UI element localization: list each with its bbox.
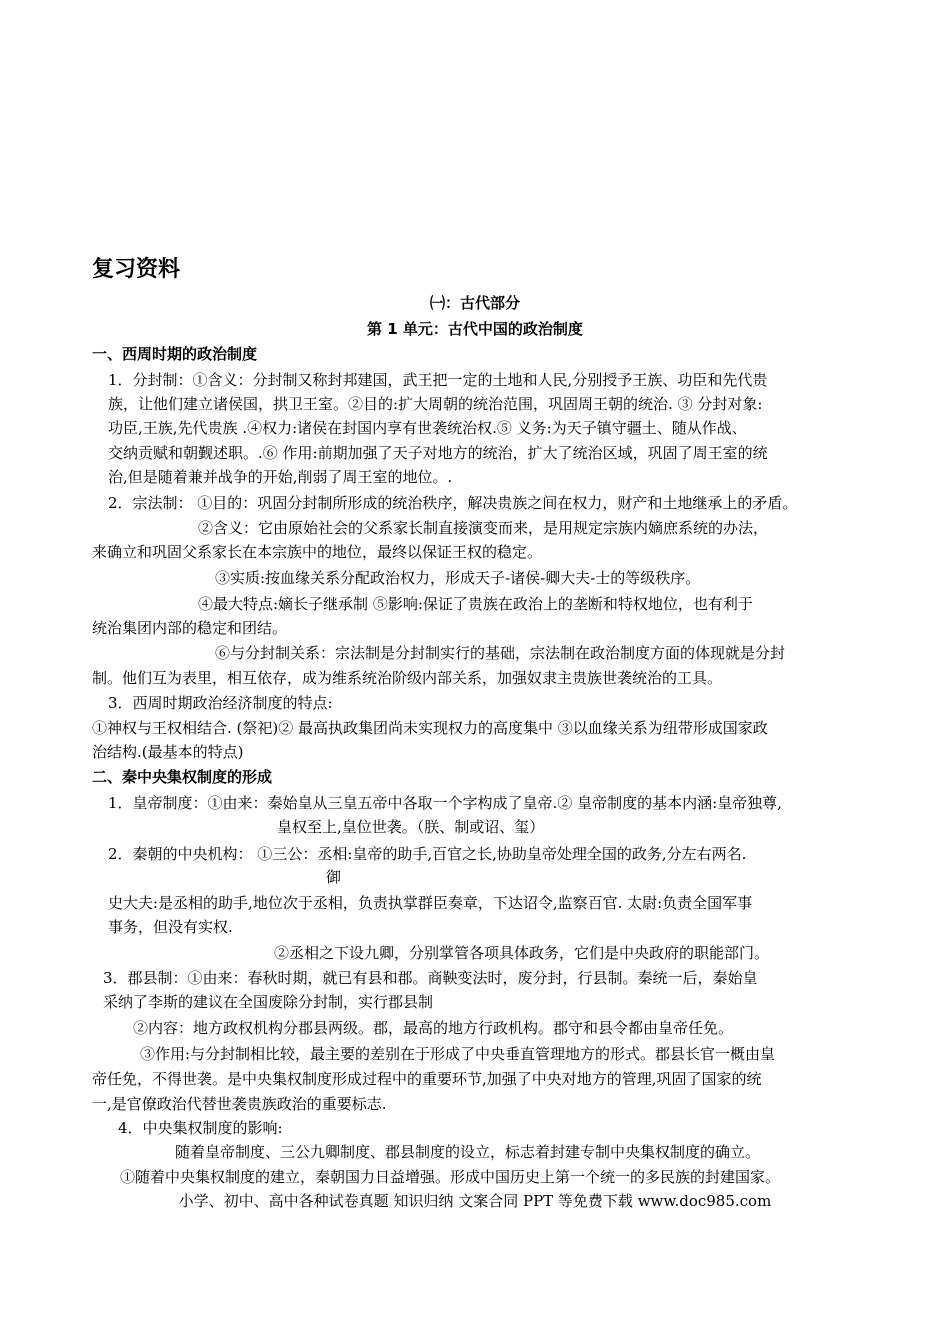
- text-line: 皇权至上,皇位世袭。（朕、制或诏、玺）: [277, 818, 545, 836]
- text-line: 帝任免，不得世袭。是中央集权制度形成过程中的重要环节,加强了中央对地方的管理,巩固了国家的统: [92, 1070, 762, 1088]
- text-line: 3．西周时期政治经济制度的特点:: [108, 694, 333, 712]
- text-line: 一,是官僚政治代替世袭贵族政治的重要标志.: [92, 1095, 387, 1113]
- text-line: 随着皇帝制度、三公九卿制度、郡县制度的设立，标志着封建专制中央集权制度的确立。: [175, 1143, 761, 1161]
- text-line: 1．分封制：①含义：分封制又称封邦建国，武王把一定的土地和人民,分别授予王族、功臣和先代贵: [108, 371, 768, 389]
- text-line: 3．郡县制：①由来：春秋时期，就已有县和郡。商鞅变法时，废分封，行县制。秦统一后，秦始皇: [103, 969, 758, 987]
- text-line: 功臣,王族,先代贵族 .④权力:诸侯在封国内享有世袭统治权.⑤ 义务:为天子镇守疆土、随从作战、: [108, 419, 747, 437]
- text-line: ①随着中央集权制度的建立，秦朝国力日益增强。形成中国历史上第一个统一的多民族的封建国家。: [120, 1168, 781, 1186]
- unit-heading: 第 1 单元：古代中国的政治制度: [367, 320, 583, 338]
- text-line: 事务，但没有实权.: [108, 918, 233, 936]
- text-line: 统治集团内部的稳定和团结。: [92, 619, 288, 637]
- text-line: ①神权与王权相结合. (祭祀)② 最高执政集团尚未实现权力的高度集中 ③以血缘关系为纽带形成国家政: [92, 719, 768, 737]
- text-line: 2．秦朝的中央机构： ①三公：丞相:皇帝的助手,百官之长,协助皇帝处理全国的政务,分左右两名.: [108, 845, 747, 863]
- text-line: 来确立和巩固父系家长在本宗族中的地位，最终以保证王权的稳定。: [92, 543, 543, 561]
- text-line: 采纳了李斯的建议在全国废除分封制，实行郡县制: [103, 993, 434, 1011]
- text-line: 治,但是随着兼并战争的开始,削弱了周王室的地位。.: [108, 468, 453, 486]
- text-line: ③实质:按血缘关系分配政治权力，形成天子-诸侯-卿大夫-士的等级秩序。: [215, 569, 701, 587]
- text-line: ⑥与分封制关系：宗法制是分封制实行的基础，宗法制在政治制度方面的体现就是分封: [215, 644, 786, 662]
- text-line: 御: [326, 868, 342, 886]
- text-line: 族，让他们建立诸侯国，拱卫王室。②目的:扩大周朝的统治范围，巩固周王朝的统治. ③ 分封对象:: [108, 395, 763, 413]
- text-line: 2．宗法制： ①目的：巩固分封制所形成的统治秩序，解决贵族之间在权力，财产和土地继承上的矛盾。: [108, 494, 798, 512]
- text-line: ④最大特点:嫡长子继承制 ⑤影响:保证了贵族在政治上的垄断和特权地位，也有利于: [198, 595, 753, 613]
- text-line: 史大夫:是丞相的助手,地位次于丞相，负责执掌群臣奏章，下达诏令,监察百官. 太尉:负责全国军事: [108, 894, 753, 912]
- document-title: 复习资料: [92, 257, 181, 282]
- text-line: 制。他们互为表里，相互依存，成为维系统治阶级内部关系，加强奴隶主贵族世袭统治的工具。: [92, 669, 723, 687]
- text-line: 1．皇帝制度：①由来：秦始皇从三皇五帝中各取一个字构成了皇帝.② 皇帝制度的基本内涵:皇帝独尊,: [108, 794, 782, 812]
- footer-text: 小学、初中、高中各种试卷真题 知识归纳 文案合同 PPT 等免费下载 www.doc985.com: [178, 1192, 772, 1210]
- text-line: ②内容：地方政权机构分郡县两级。郡，最高的地方行政机构。郡守和县令都由皇帝任免。: [133, 1019, 734, 1037]
- text-line: ③作用:与分封制相比较，最主要的差别在于形成了中央垂直管理地方的形式。郡县长官一概由皇: [140, 1045, 776, 1063]
- text-line: ②丞相之下设九卿，分别掌管各项具体政务，它们是中央政府的职能部门。: [274, 944, 770, 962]
- text-line: 4．中央集权制度的影响:: [118, 1119, 283, 1137]
- section-heading: 二、秦中央集权制度的形成: [92, 768, 273, 786]
- part-heading: ㈠：古代部分: [429, 294, 520, 312]
- text-line: ②含义：它由原始社会的父系家长制直接演变而来，是用规定宗族内嫡庶系统的办法，: [198, 519, 769, 537]
- section-heading: 一、西周时期的政治制度: [92, 345, 258, 363]
- text-line: 治结构.(最基本的特点): [92, 743, 244, 761]
- text-line: 交纳贡赋和朝觐述职。.⑥ 作用:前期加强了天子对地方的统治，扩大了统治区域，巩固了周王室的统: [108, 444, 768, 462]
